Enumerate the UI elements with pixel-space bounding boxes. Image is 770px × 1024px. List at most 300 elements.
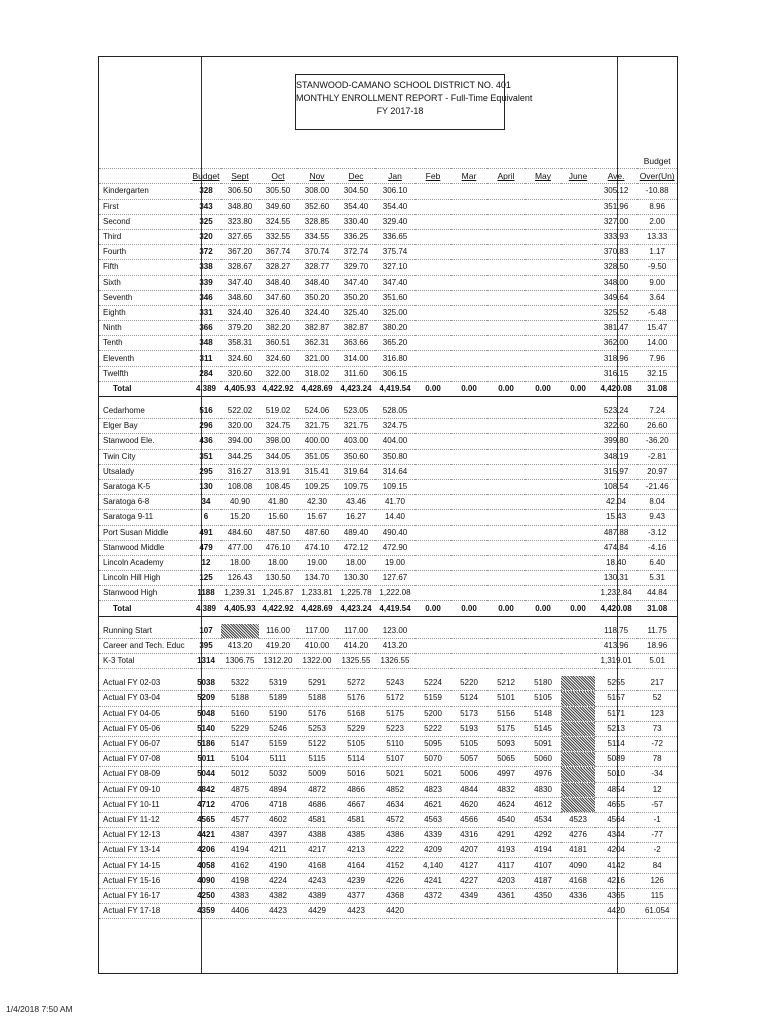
table-cell: 11.75 (637, 624, 677, 639)
table-cell (561, 366, 595, 381)
table-cell: 5176 (297, 706, 337, 721)
table-cell: 362.00 (595, 336, 637, 351)
table-cell (451, 245, 487, 260)
table-cell (487, 555, 525, 570)
table-cell (487, 434, 525, 449)
table-cell: 332.55 (259, 229, 297, 244)
table-cell (487, 510, 525, 525)
table-row (99, 586, 677, 601)
table-cell: 321.75 (337, 419, 375, 434)
table-cell: 127.67 (375, 571, 415, 586)
table-cell: 354.40 (337, 199, 375, 214)
table-cell: 325.40 (337, 305, 375, 320)
table-cell: 18.00 (337, 555, 375, 570)
table-cell: 4090 (561, 858, 595, 873)
row-label: Actual FY 15-16 (99, 873, 191, 888)
table-cell: 4198 (221, 873, 259, 888)
table-cell: 5011 (191, 752, 221, 767)
table-cell: 321.00 (297, 351, 337, 366)
table-cell (451, 275, 487, 290)
table-cell: 16.27 (337, 510, 375, 525)
table-cell (415, 479, 451, 494)
table-cell: 4239 (337, 873, 375, 888)
table-cell: 360.51 (259, 336, 297, 351)
table-cell: 4420 (595, 904, 637, 919)
row-label: Actual FY 17-18 (99, 904, 191, 919)
table-cell (561, 797, 595, 812)
table-row (99, 404, 677, 419)
table-row (99, 555, 677, 570)
table-cell: 479 (191, 540, 221, 555)
table-cell: 321.75 (297, 419, 337, 434)
table-cell: 5272 (337, 676, 375, 691)
table-row (99, 275, 677, 290)
table-cell: 116.00 (259, 624, 297, 639)
total-cell: 0.00 (487, 381, 525, 396)
row-label: K-3 Total (99, 654, 191, 669)
table-cell: -9.50 (637, 260, 677, 275)
table-cell: 5229 (221, 721, 259, 736)
total-cell: 4,422.92 (259, 601, 297, 616)
table-cell: 413.20 (221, 638, 259, 653)
table-row (99, 184, 677, 199)
table-row (99, 843, 677, 858)
table-cell: 5193 (451, 721, 487, 736)
table-cell: 524.06 (297, 404, 337, 419)
table-cell (525, 555, 561, 570)
table-cell: 5021 (375, 767, 415, 782)
spacer-row (99, 669, 677, 677)
table-cell: 372.74 (337, 245, 375, 260)
table-cell: 5145 (525, 721, 561, 736)
table-cell (487, 638, 525, 653)
column-header: Ave. (595, 169, 637, 184)
table-cell (487, 321, 525, 336)
table-cell: 5160 (221, 706, 259, 721)
table-cell: 327.10 (375, 260, 415, 275)
table-cell: 516 (191, 404, 221, 419)
table-cell: 350.20 (297, 290, 337, 305)
table-cell: 5105 (525, 691, 561, 706)
table-cell: 52 (637, 691, 677, 706)
table-cell: 314.00 (337, 351, 375, 366)
table-cell: 399.80 (595, 434, 637, 449)
table-cell: 308.00 (297, 184, 337, 199)
table-cell: 523.05 (337, 404, 375, 419)
row-label: Actual FY 04-05 (99, 706, 191, 721)
table-cell: 5253 (297, 721, 337, 736)
table-cell: 4168 (561, 873, 595, 888)
table-cell: 4216 (595, 873, 637, 888)
table-cell (561, 624, 595, 639)
total-cell: 4,423.24 (337, 381, 375, 396)
table-cell: 1.17 (637, 245, 677, 260)
table-cell (487, 214, 525, 229)
table-cell: -1 (637, 812, 677, 827)
row-label: Actual FY 11-12 (99, 812, 191, 827)
table-cell: 4386 (375, 828, 415, 843)
table-cell (561, 706, 595, 721)
table-cell: 5009 (297, 767, 337, 782)
table-row (99, 721, 677, 736)
table-cell: 528.05 (375, 404, 415, 419)
table-cell: 334.55 (297, 229, 337, 244)
table-cell: 4844 (451, 782, 487, 797)
table-cell: 4276 (561, 828, 595, 843)
table-cell (561, 199, 595, 214)
row-label: First (99, 199, 191, 214)
table-cell: 487.60 (297, 525, 337, 540)
table-cell: 41.80 (259, 495, 297, 510)
total-cell: 4,420.08 (595, 601, 637, 616)
table-cell: 367.20 (221, 245, 259, 260)
table-cell: 316.27 (221, 464, 259, 479)
table-cell: 4718 (259, 797, 297, 812)
table-cell (525, 305, 561, 320)
total-cell: 0.00 (525, 381, 561, 396)
table-cell: 4385 (337, 828, 375, 843)
table-cell: 325.00 (375, 305, 415, 320)
table-cell: 5188 (221, 691, 259, 706)
table-cell: 5048 (191, 706, 221, 721)
table-cell (451, 214, 487, 229)
table-cell: 5172 (375, 691, 415, 706)
table-cell: 436 (191, 434, 221, 449)
table-cell: 4382 (259, 888, 297, 903)
table-cell: 5091 (525, 736, 561, 751)
table-cell (561, 782, 595, 797)
table-cell: 5095 (415, 736, 451, 751)
table-cell (561, 510, 595, 525)
row-label: Actual FY 13-14 (99, 843, 191, 858)
table-cell: 4976 (525, 767, 561, 782)
table-cell (415, 464, 451, 479)
table-cell (487, 495, 525, 510)
table-row (99, 767, 677, 782)
table-cell: 4655 (595, 797, 637, 812)
table-cell: 351.05 (297, 449, 337, 464)
table-cell (487, 654, 525, 669)
table-cell: 382.87 (337, 321, 375, 336)
table-cell (561, 736, 595, 751)
table-cell: 5104 (221, 752, 259, 767)
row-label: Eleventh (99, 351, 191, 366)
table-cell: 348.80 (221, 199, 259, 214)
table-cell: 347.60 (259, 290, 297, 305)
row-label: Actual FY 12-13 (99, 828, 191, 843)
table-cell: 4577 (221, 812, 259, 827)
table-cell (525, 229, 561, 244)
table-cell: 346 (191, 290, 221, 305)
table-cell: 5222 (415, 721, 451, 736)
table-cell: 4368 (375, 888, 415, 903)
table-cell: 4852 (375, 782, 415, 797)
column-header: Feb (415, 169, 451, 184)
table-cell (561, 464, 595, 479)
table-cell: 5060 (525, 752, 561, 767)
table-cell: 336.65 (375, 229, 415, 244)
table-cell (415, 321, 451, 336)
table-row (99, 305, 677, 320)
table-cell: 4667 (337, 797, 375, 812)
table-cell: 306.10 (375, 184, 415, 199)
table-cell: 1,233.81 (297, 586, 337, 601)
table-cell: 4566 (451, 812, 487, 827)
table-cell: 5175 (375, 706, 415, 721)
table-cell (525, 586, 561, 601)
table-cell: 5110 (375, 736, 415, 751)
table-cell (561, 434, 595, 449)
table-cell (525, 624, 561, 639)
table-row (99, 525, 677, 540)
table-cell (487, 260, 525, 275)
table-row (99, 245, 677, 260)
table-cell: 306.15 (375, 366, 415, 381)
table-cell: 4534 (525, 812, 561, 827)
table-cell: -21.46 (637, 479, 677, 494)
table-cell: 2.00 (637, 214, 677, 229)
table-cell (451, 510, 487, 525)
table-cell: 5105 (451, 736, 487, 751)
table-cell: 490.40 (375, 525, 415, 540)
row-label: Actual FY 10-11 (99, 797, 191, 812)
table-cell (561, 676, 595, 691)
table-cell: 18.00 (221, 555, 259, 570)
table-cell: 336.25 (337, 229, 375, 244)
table-cell: 523.24 (595, 404, 637, 419)
table-cell: 318.02 (297, 366, 337, 381)
row-label: Sixth (99, 275, 191, 290)
row-label: Stanwood Middle (99, 540, 191, 555)
table-cell (415, 624, 451, 639)
table-cell (451, 495, 487, 510)
table-cell (525, 366, 561, 381)
table-cell (415, 404, 451, 419)
table-cell: 4429 (297, 904, 337, 919)
table-cell (451, 654, 487, 669)
table-row (99, 858, 677, 873)
table-cell: 5188 (297, 691, 337, 706)
table-cell: 134.70 (297, 571, 337, 586)
table-cell: 1326.55 (375, 654, 415, 669)
table-cell (451, 199, 487, 214)
table-cell: 1,245.87 (259, 586, 297, 601)
table-cell: 14.40 (375, 510, 415, 525)
table-cell: 5168 (337, 706, 375, 721)
table-cell: 5147 (221, 736, 259, 751)
table-cell: 4206 (191, 843, 221, 858)
table-cell: 4152 (375, 858, 415, 873)
table-cell: 489.40 (337, 525, 375, 540)
table-cell (451, 624, 487, 639)
table-cell: 476.10 (259, 540, 297, 555)
table-cell: 5322 (221, 676, 259, 691)
table-cell: 4620 (451, 797, 487, 812)
report-title-box (295, 74, 533, 130)
table-cell: 4372 (415, 888, 451, 903)
table-cell: 4523 (561, 812, 595, 827)
table-cell (221, 624, 259, 639)
table-cell: 123.00 (375, 624, 415, 639)
table-row (99, 828, 677, 843)
table-cell: 4361 (487, 888, 525, 903)
total-cell: 4,389 (191, 381, 221, 396)
table-cell: 329.70 (337, 260, 375, 275)
table-cell: 19.00 (297, 555, 337, 570)
table-cell: 305.12 (595, 184, 637, 199)
table-cell: 370.83 (595, 245, 637, 260)
table-cell: 404.00 (375, 434, 415, 449)
table-cell (415, 525, 451, 540)
table-cell (451, 571, 487, 586)
table-cell: 12 (637, 782, 677, 797)
table-cell: 311.60 (337, 366, 375, 381)
table-cell: 328.50 (595, 260, 637, 275)
table-row (99, 321, 677, 336)
table-cell: 344.25 (221, 449, 259, 464)
total-cell: 4,423.24 (337, 601, 375, 616)
table-cell: 42.04 (595, 495, 637, 510)
table-cell: 394.00 (221, 434, 259, 449)
table-cell: 115 (637, 888, 677, 903)
table-cell: 5114 (337, 752, 375, 767)
table-cell: 108.08 (221, 479, 259, 494)
table-cell (561, 752, 595, 767)
table-cell: 4423 (337, 904, 375, 919)
table-cell (487, 351, 525, 366)
table-cell (561, 275, 595, 290)
table-cell: 4168 (297, 858, 337, 873)
table-cell: 4423 (259, 904, 297, 919)
table-cell: -77 (637, 828, 677, 843)
table-cell: 7.96 (637, 351, 677, 366)
table-cell (561, 245, 595, 260)
table-cell: 1312.20 (259, 654, 297, 669)
total-cell: 0.00 (487, 601, 525, 616)
table-cell: 4866 (337, 782, 375, 797)
row-label: Actual FY 06-07 (99, 736, 191, 751)
table-cell (561, 290, 595, 305)
table-cell: 4193 (487, 843, 525, 858)
row-label: Second (99, 214, 191, 229)
table-cell: 414.20 (337, 638, 375, 653)
table-cell (415, 290, 451, 305)
table-cell: 304.50 (337, 184, 375, 199)
table-cell: 4162 (221, 858, 259, 873)
spacer-row (99, 616, 677, 624)
table-row (99, 214, 677, 229)
table-cell (451, 434, 487, 449)
table-cell (415, 586, 451, 601)
table-cell (487, 245, 525, 260)
table-cell: 1,239.31 (221, 586, 259, 601)
total-cell: 0.00 (561, 601, 595, 616)
table-cell (451, 260, 487, 275)
table-cell: 5220 (451, 676, 487, 691)
table-cell: 348 (191, 336, 221, 351)
table-cell: 347.40 (221, 275, 259, 290)
table-cell: 4250 (191, 888, 221, 903)
table-cell: 324.75 (259, 419, 297, 434)
column-header: Dec (337, 169, 375, 184)
table-cell: 328.67 (221, 260, 259, 275)
table-cell (525, 321, 561, 336)
row-label: Twin City (99, 449, 191, 464)
table-cell: 4226 (375, 873, 415, 888)
table-cell: 328.77 (297, 260, 337, 275)
table-cell: 4377 (337, 888, 375, 903)
table-cell: 365.20 (375, 336, 415, 351)
table-cell: 398.00 (259, 434, 297, 449)
table-cell (525, 290, 561, 305)
table-cell (415, 336, 451, 351)
budget-label: Budget (637, 154, 677, 169)
table-cell (415, 571, 451, 586)
table-cell: 413.20 (375, 638, 415, 653)
total-cell: 0.00 (451, 381, 487, 396)
table-cell: 327.65 (221, 229, 259, 244)
table-cell: 44.84 (637, 586, 677, 601)
table-cell: 313.91 (259, 464, 297, 479)
table-cell: 4117 (487, 858, 525, 873)
table-cell: 4142 (595, 858, 637, 873)
row-label: Actual FY 05-06 (99, 721, 191, 736)
table-cell (561, 555, 595, 570)
table-cell (525, 540, 561, 555)
column-header: Budget (191, 169, 221, 184)
table-cell: 1,319.01 (595, 654, 637, 669)
table-cell: 4207 (451, 843, 487, 858)
row-label: Actual FY 08-09 (99, 767, 191, 782)
table-cell (525, 275, 561, 290)
row-label: Saratoga K-5 (99, 479, 191, 494)
table-cell: -10.88 (637, 184, 677, 199)
table-cell (525, 245, 561, 260)
row-label: Kindergarten (99, 184, 191, 199)
table-cell: 324.55 (259, 214, 297, 229)
table-cell: 5070 (415, 752, 451, 767)
table-row (99, 449, 677, 464)
table-cell: 4686 (297, 797, 337, 812)
table-cell: 474.10 (297, 540, 337, 555)
table-cell: 5065 (487, 752, 525, 767)
total-cell: 0.00 (525, 601, 561, 616)
row-label: Cedarhome (99, 404, 191, 419)
table-cell: 5200 (415, 706, 451, 721)
table-cell: 78 (637, 752, 677, 767)
table-cell: 6 (191, 510, 221, 525)
table-cell: 5038 (191, 676, 221, 691)
table-cell: 4564 (595, 812, 637, 827)
table-cell: 5124 (451, 691, 487, 706)
table-cell: 4211 (259, 843, 297, 858)
row-label: Stanwood High (99, 586, 191, 601)
table-cell: 306.50 (221, 184, 259, 199)
table-cell: 472.12 (337, 540, 375, 555)
table-cell: 5044 (191, 767, 221, 782)
table-cell: 18.00 (259, 555, 297, 570)
table-cell: 130 (191, 479, 221, 494)
table-cell (561, 229, 595, 244)
table-cell (525, 184, 561, 199)
table-row (99, 706, 677, 721)
row-label: Seventh (99, 290, 191, 305)
table-cell: 328.85 (297, 214, 337, 229)
table-cell: 474.84 (595, 540, 637, 555)
table-row (99, 736, 677, 751)
table-cell: 4572 (375, 812, 415, 827)
table-cell (487, 586, 525, 601)
